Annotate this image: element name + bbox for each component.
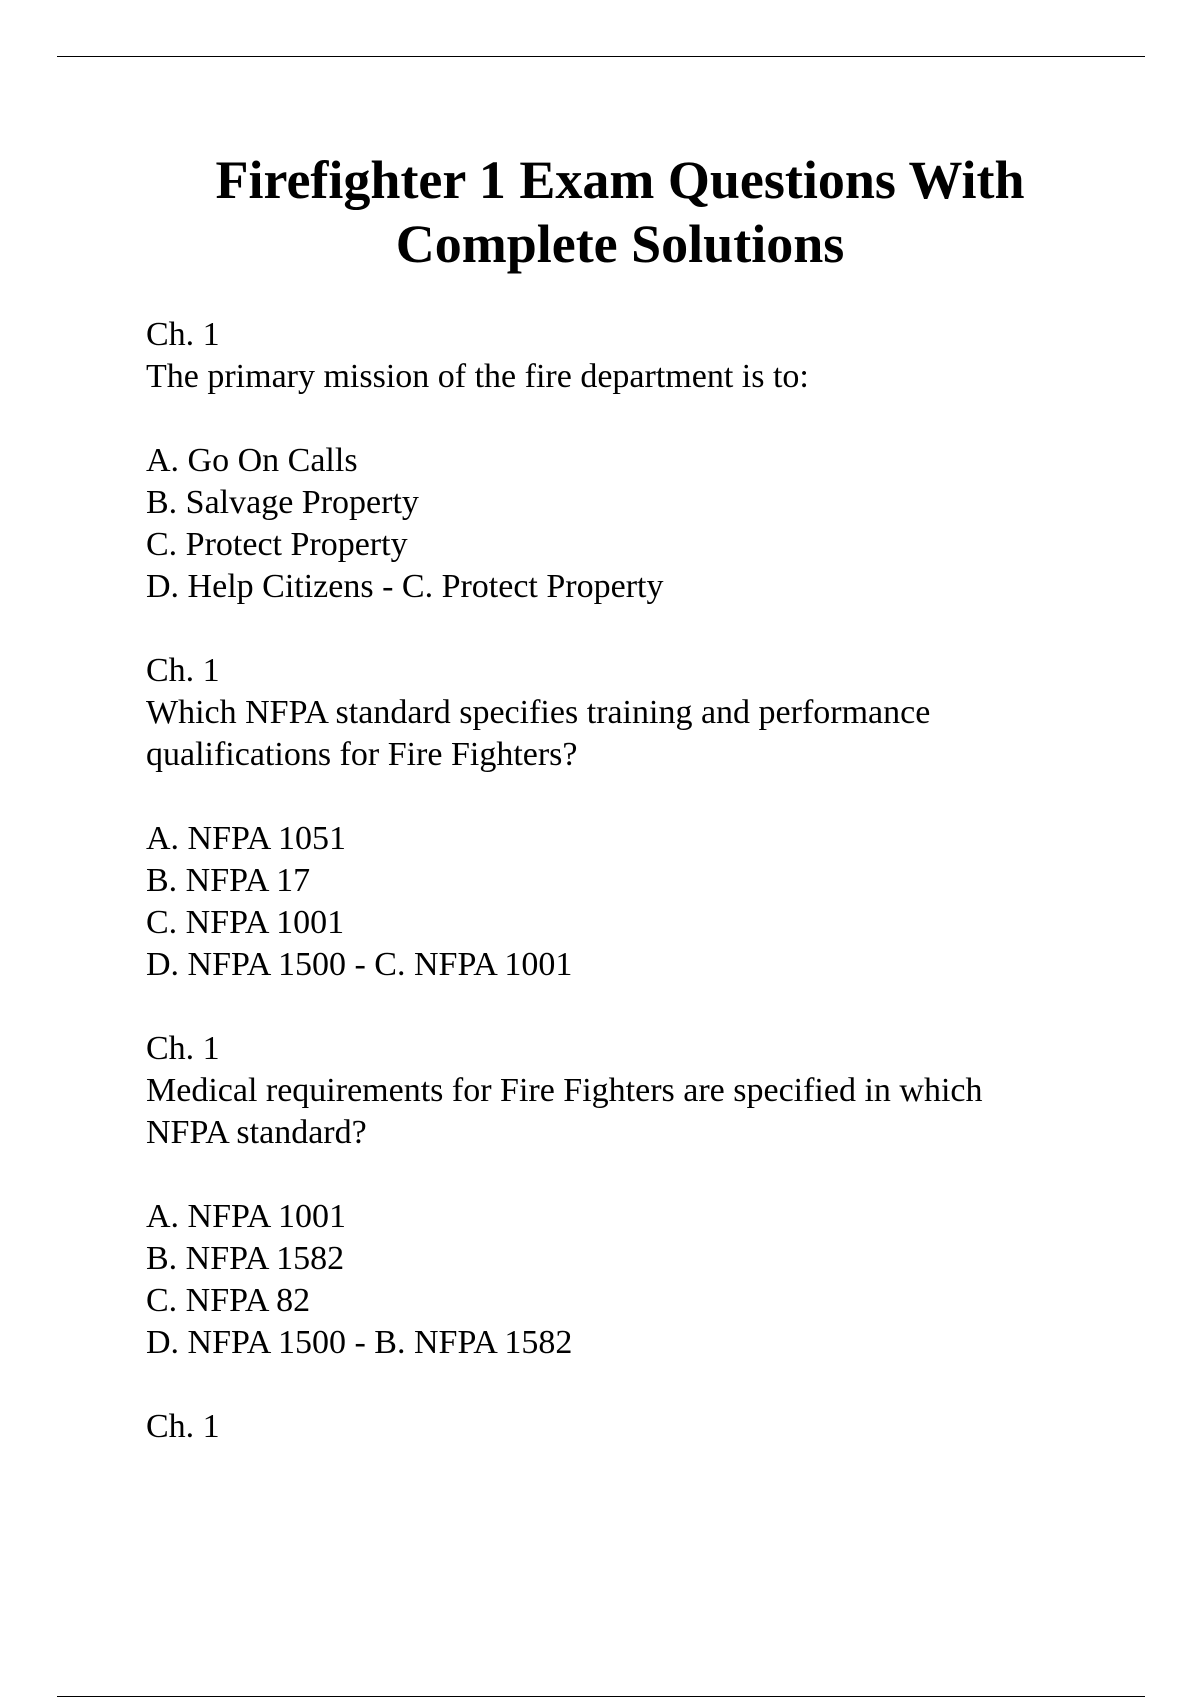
option-d-with-answer: D. NFPA 1500 - C. NFPA 1001 xyxy=(146,946,573,983)
option-c: C. Protect Property xyxy=(146,526,408,563)
question-text: The primary mission of the fire department is to: xyxy=(146,358,809,395)
question-3 xyxy=(146,1028,1106,1364)
question-3-stem xyxy=(146,1028,1106,1154)
question-text: NFPA standard? xyxy=(146,1114,367,1151)
question-2 xyxy=(146,650,1106,986)
option-d-with-answer: D. Help Citizens - C. Protect Property xyxy=(146,568,664,605)
chapter-label: Ch. 1 xyxy=(146,1030,220,1067)
option-b: B. Salvage Property xyxy=(146,484,419,521)
question-text: qualifications for Fire Fighters? xyxy=(146,736,578,773)
question-4 xyxy=(146,1406,1106,1448)
top-rule xyxy=(57,56,1145,57)
question-text: Which NFPA standard specifies training and performance xyxy=(146,694,931,731)
option-a: A. NFPA 1001 xyxy=(146,1198,346,1235)
question-text: Medical requirements for Fire Fighters are specified in which xyxy=(146,1072,983,1109)
option-c: C. NFPA 1001 xyxy=(146,904,345,941)
question-1 xyxy=(146,314,1106,608)
chapter-label: Ch. 1 xyxy=(146,1408,220,1445)
question-2-stem xyxy=(146,650,1106,776)
question-1-options xyxy=(146,440,1106,608)
option-a: A. NFPA 1051 xyxy=(146,820,346,857)
chapter-label: Ch. 1 xyxy=(146,652,220,689)
chapter-label: Ch. 1 xyxy=(146,316,220,353)
option-b: B. NFPA 17 xyxy=(146,862,311,899)
option-d-with-answer: D. NFPA 1500 - B. NFPA 1582 xyxy=(146,1324,573,1361)
option-a: A. Go On Calls xyxy=(146,442,358,479)
title-line-2: Complete Solutions xyxy=(395,214,845,274)
question-1-stem xyxy=(146,314,1106,398)
question-list xyxy=(146,314,1106,1490)
question-2-options xyxy=(146,818,1106,986)
option-c: C. NFPA 82 xyxy=(146,1282,311,1319)
title-line-1: Firefighter 1 Exam Questions With xyxy=(215,150,1025,210)
bottom-rule xyxy=(57,1696,1145,1697)
question-3-options xyxy=(146,1196,1106,1364)
document-title xyxy=(0,148,1200,276)
option-b: B. NFPA 1582 xyxy=(146,1240,345,1277)
